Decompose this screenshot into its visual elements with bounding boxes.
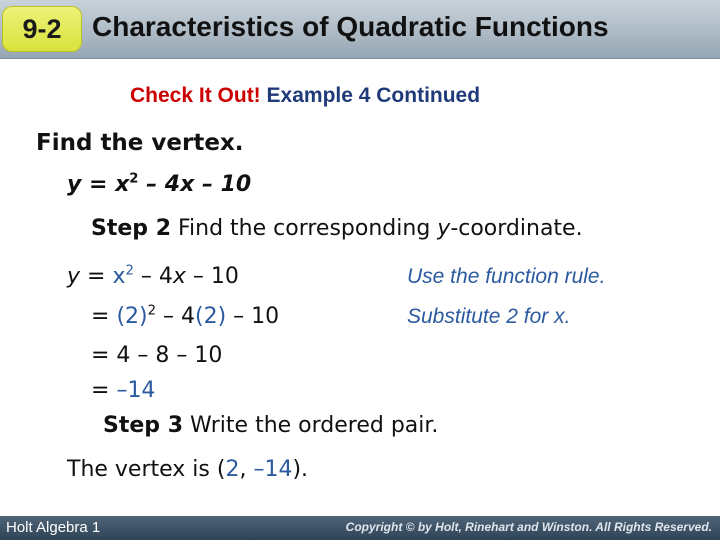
work-line-2-rest1: – 4 bbox=[156, 304, 195, 329]
work-line-4 bbox=[91, 378, 155, 403]
conclusion-x: 2 bbox=[225, 457, 240, 482]
work-line-2-rest2: – 10 bbox=[226, 304, 280, 329]
step-2-text-before: Find the corresponding bbox=[171, 216, 438, 241]
work-line-2-p2: (2) bbox=[194, 304, 227, 329]
lesson-number-badge bbox=[2, 6, 82, 52]
conclusion-comma: , bbox=[239, 457, 254, 482]
work-line-4-value: –14 bbox=[116, 378, 156, 403]
note-substitute: Substitute 2 for x. bbox=[407, 305, 571, 328]
equation-lhs: y = x bbox=[67, 172, 130, 197]
note-function-rule: Use the function rule. bbox=[407, 265, 606, 288]
work-line-1-rest1: – 4 bbox=[133, 264, 173, 289]
work-line-2 bbox=[91, 304, 279, 329]
step-3 bbox=[103, 413, 438, 438]
work-line-1-x: x bbox=[172, 264, 186, 289]
work-line-4-prefix: = bbox=[91, 378, 117, 403]
header-bar bbox=[0, 0, 720, 59]
work-line-2-prefix: = bbox=[91, 304, 117, 329]
example-label: Example 4 Continued bbox=[266, 84, 481, 107]
step-2-text-after: -coordinate. bbox=[450, 216, 583, 241]
step-2-var: y bbox=[437, 216, 451, 241]
conclusion-prefix: The vertex is ( bbox=[67, 457, 226, 482]
work-line-1-base: x bbox=[112, 264, 126, 289]
step-3-text: Write the ordered pair. bbox=[183, 413, 439, 438]
conclusion-y: –14 bbox=[253, 457, 293, 482]
work-line-2-exp: 2 bbox=[147, 303, 156, 319]
check-it-out-label: Check It Out! bbox=[130, 84, 261, 107]
work-line-1 bbox=[67, 264, 239, 289]
footer-course: Holt Algebra 1 bbox=[6, 519, 101, 536]
work-line-3: = 4 – 8 – 10 bbox=[91, 343, 223, 368]
footer-copyright: Copyright © by Holt, Rinehart and Winston. All Rights Reserved. bbox=[345, 520, 712, 534]
equation bbox=[67, 172, 251, 197]
work-line-1-prefix: y = bbox=[67, 264, 113, 289]
work-line-1-exp: 2 bbox=[125, 263, 134, 279]
example-heading bbox=[130, 84, 480, 108]
step-3-label: Step 3 bbox=[103, 413, 183, 438]
conclusion-suffix: ). bbox=[292, 457, 309, 482]
step-2 bbox=[91, 216, 583, 241]
equation-rhs: – 4x – 10 bbox=[138, 172, 252, 197]
conclusion bbox=[67, 457, 308, 482]
equation-exponent: 2 bbox=[129, 171, 139, 187]
footer-bar bbox=[0, 516, 720, 540]
lesson-number: 9-2 bbox=[22, 13, 62, 44]
slide-title: Characteristics of Quadratic Functions bbox=[92, 11, 609, 42]
work-line-1-rest2: – 10 bbox=[185, 264, 239, 289]
prompt-text: Find the vertex. bbox=[36, 130, 244, 156]
work-line-2-p1: (2) bbox=[116, 304, 148, 329]
step-2-label: Step 2 bbox=[91, 216, 171, 241]
